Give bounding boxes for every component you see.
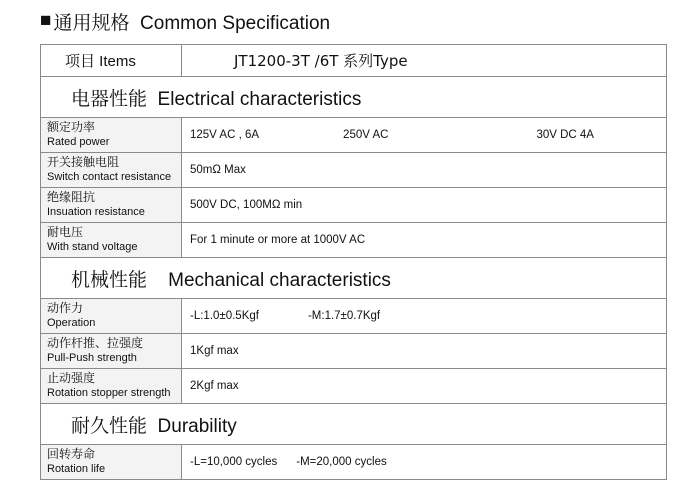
spec-label-en: Rotation life bbox=[47, 463, 106, 475]
section-heading: 机械性能 Mechanical characteristics bbox=[41, 258, 667, 299]
section-heading: 耐久性能 Durability bbox=[41, 404, 667, 445]
spec-value-cell bbox=[182, 445, 667, 480]
spec-label-zh: 耐电压 bbox=[47, 225, 84, 239]
spec-value-cell bbox=[182, 223, 667, 258]
spec-value: -L:1.0±0.5Kgf bbox=[190, 310, 259, 322]
spec-value-cell bbox=[182, 369, 667, 404]
spec-label-zh: 开关接触电阻 bbox=[47, 155, 120, 169]
spec-label-cell bbox=[41, 118, 182, 153]
spec-label-zh: 动作力 bbox=[47, 301, 84, 315]
section-row bbox=[41, 404, 667, 445]
spec-label-en: Rated power bbox=[47, 136, 110, 148]
spec-label-cell bbox=[41, 153, 182, 188]
spec-label-zh: 回转寿命 bbox=[47, 447, 96, 461]
spec-value: 1Kgf max bbox=[190, 345, 239, 357]
spec-value: 50mΩ Max bbox=[190, 164, 246, 176]
spec-label-cell bbox=[41, 223, 182, 258]
spec-value: 125V AC , 6A bbox=[190, 129, 260, 141]
spec-label-en: Operation bbox=[47, 317, 96, 329]
spec-value: -M=20,000 cycles bbox=[296, 456, 387, 468]
spec-row bbox=[41, 153, 667, 188]
title-square-glyph: ■ bbox=[40, 10, 52, 31]
spec-label-zh: 额定功率 bbox=[47, 120, 96, 134]
spec-label-zh: 止动强度 bbox=[47, 371, 96, 385]
spec-value: For 1 minute or more at 1000V AC bbox=[190, 234, 366, 246]
spec-row bbox=[41, 118, 667, 153]
spec-label-cell bbox=[41, 299, 182, 334]
spec-value: 30V DC 4A bbox=[536, 129, 594, 141]
spec-label-cell bbox=[41, 188, 182, 223]
section-row bbox=[41, 258, 667, 299]
spec-label-en: With stand voltage bbox=[47, 241, 138, 253]
section-row bbox=[41, 77, 667, 118]
page-title-text: 通用规格 Common Specification bbox=[53, 12, 331, 34]
page-title bbox=[40, 8, 330, 34]
spec-label-en: Rotation stopper strength bbox=[47, 387, 171, 399]
spec-label-en: Pull-Push strength bbox=[47, 352, 137, 364]
spec-row bbox=[41, 334, 667, 369]
spec-label-cell bbox=[41, 334, 182, 369]
spec-value-cell bbox=[182, 118, 667, 153]
spec-value-cell bbox=[182, 153, 667, 188]
spec-label-zh: 绝缘阻抗 bbox=[47, 190, 96, 204]
spec-row bbox=[41, 299, 667, 334]
spec-value: 500V DC, 100MΩ min bbox=[190, 199, 303, 211]
spec-label-zh: 动作杆推、拉强度 bbox=[47, 336, 144, 350]
spec-row bbox=[41, 223, 667, 258]
spec-row bbox=[41, 188, 667, 223]
spec-label-cell bbox=[41, 369, 182, 404]
spec-value-cell bbox=[182, 188, 667, 223]
table-header-row bbox=[41, 45, 667, 77]
specification-table bbox=[40, 44, 667, 480]
items-header-cell: 项目 Items bbox=[41, 45, 182, 77]
type-header-cell: JT1200-3T /6T 系列Type bbox=[182, 45, 667, 77]
spec-value: 250V AC bbox=[343, 129, 389, 141]
section-heading: 电器性能 Electrical characteristics bbox=[41, 77, 667, 118]
spec-value: -M:1.7±0.7Kgf bbox=[307, 310, 381, 322]
spec-value: -L=10,000 cycles bbox=[190, 456, 278, 468]
spec-value-cell bbox=[182, 334, 667, 369]
spec-value-cell bbox=[182, 299, 667, 334]
spec-value: 2Kgf max bbox=[190, 380, 239, 392]
spec-label-en: Insuation resistance bbox=[47, 206, 145, 218]
spec-label-en: Switch contact resistance bbox=[47, 171, 172, 183]
spec-row bbox=[41, 369, 667, 404]
spec-label-cell bbox=[41, 445, 182, 480]
spec-row bbox=[41, 445, 667, 480]
